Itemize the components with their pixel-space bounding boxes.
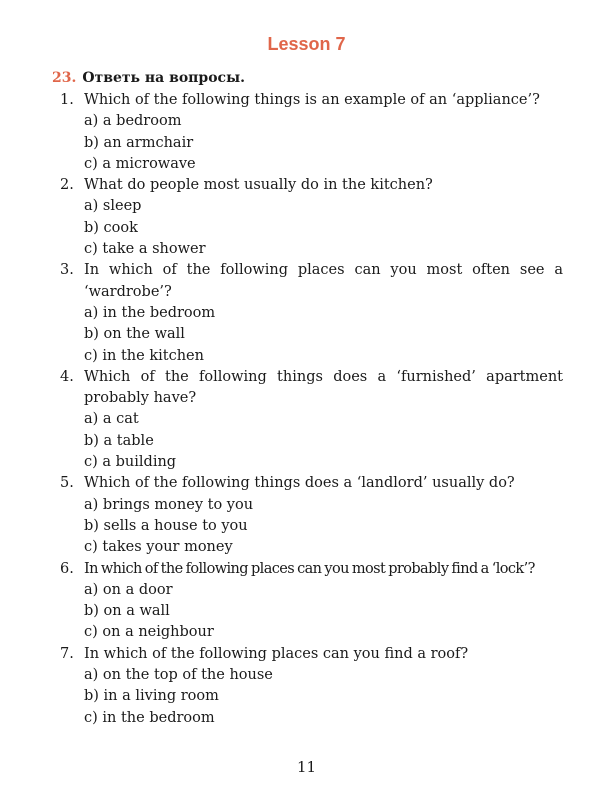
question-text: In which of the following places can you most often see a [84, 262, 563, 279]
exercise-heading [52, 68, 245, 89]
question-2 [60, 175, 563, 260]
question-number: 3. [60, 262, 74, 279]
option-b: b) sells a house to you [84, 517, 248, 534]
option-a: a) a cat [84, 411, 139, 428]
option-b: b) a table [84, 432, 154, 449]
exercise-instruction: Ответь на вопросы. [82, 70, 245, 86]
question-number: 5. [60, 475, 74, 492]
question-7 [60, 644, 563, 729]
question-number: 1. [60, 92, 74, 108]
lesson-title: Lesson 7 [267, 34, 346, 54]
question-6 [60, 559, 563, 644]
question-text: Which of the following things does a ‘landlord’ usually do? [84, 475, 515, 492]
option-a: a) a bedroom [84, 113, 182, 130]
question-text: Which of the following things is an example of an ‘appliance’? [84, 92, 540, 108]
option-a: a) sleep [84, 198, 142, 215]
option-b: b) cook [84, 219, 138, 236]
option-a: a) in the bedroom [84, 304, 216, 321]
option-b: b) an armchair [84, 134, 194, 151]
question-number: 7. [60, 645, 74, 662]
question-5 [60, 473, 563, 558]
question-text: What do people most usually do in the kitchen? [84, 177, 433, 194]
exercise-number: 23. [52, 70, 77, 86]
option-c: c) a building [84, 454, 177, 471]
option-c: c) on a neighbour [84, 624, 214, 641]
option-b: b) on a wall [84, 603, 170, 620]
question-number: 4. [60, 368, 74, 385]
option-c: c) take a shower [84, 241, 206, 258]
question-number: 2. [60, 177, 74, 194]
option-c: c) takes your money [84, 539, 233, 556]
question-list [60, 90, 563, 729]
option-a: a) on a door [84, 581, 173, 598]
question-text: In which of the following places can you find a roof? [84, 645, 469, 662]
page-number: 11 [296, 758, 317, 776]
option-a: a) brings money to you [84, 496, 254, 513]
question-text-continued: probably have? [84, 390, 197, 407]
question-3 [60, 260, 563, 366]
question-text: In which of the following places can you most probably find a ‘lock’? [84, 560, 535, 577]
question-number: 6. [60, 560, 74, 577]
question-text: Which of the following things does a ‘furnished’ apartment [84, 368, 563, 385]
question-text-continued: ‘wardrobe’? [84, 283, 172, 300]
option-b: b) in a living room [84, 688, 219, 705]
option-a: a) on the top of the house [84, 667, 273, 684]
option-c: c) in the kitchen [84, 347, 204, 364]
question-4 [60, 367, 563, 473]
option-c: c) in the bedroom [84, 709, 215, 726]
option-c: c) a microwave [84, 155, 196, 172]
question-1 [60, 90, 563, 175]
option-b: b) on the wall [84, 326, 185, 343]
